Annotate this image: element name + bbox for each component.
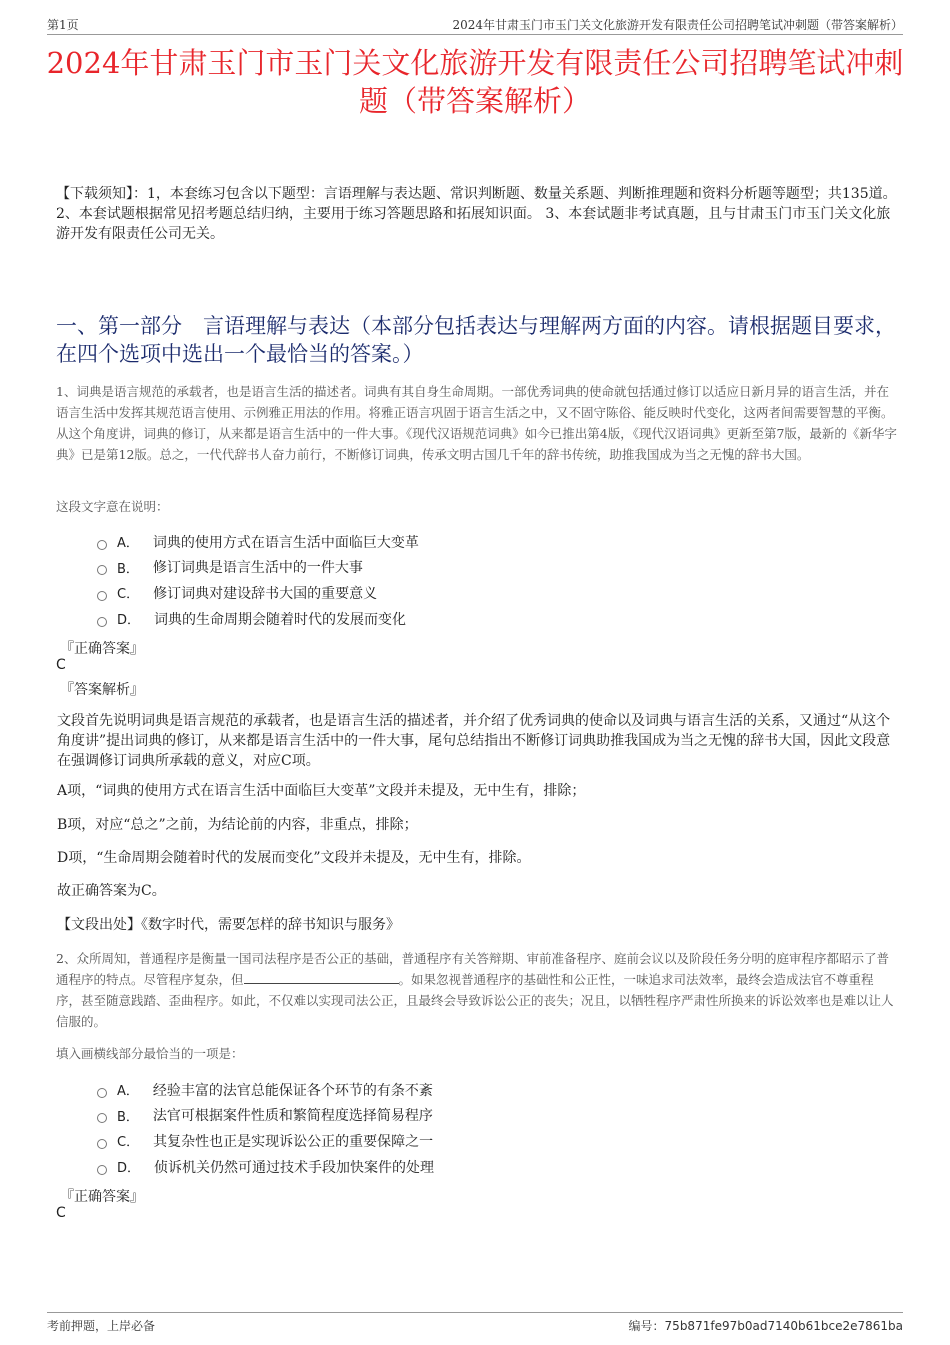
analysis-option-a: A项，“词典的使用方式在语言生活中面临巨大变革”文段并未提及，无中生有，排除； bbox=[57, 783, 586, 799]
page-number: 第1页 bbox=[47, 18, 79, 32]
question-1-prompt: 这段文字意在说明： bbox=[56, 499, 169, 514]
question-1-text: 1、词典是语言规范的承载者，也是语言生活的描述者。词典有其自身生命周期。一部优秀词典的使命就包括通过修订以适应日新月异的语言生活，并在语言生活中发挥其规范语言使用、示例雅正用法的作用。将雅正语言巩固于语言生活之中，又不固守陈俗、能反映时代变化，这两者间需要智慧的平衡。从这个角度讲，词典的修订，从来都是语言生活中的一件大事。《现代汉语规范词典》如今已推出第4版，《现代汉语词典》更新至第7版，最新的《新华字典》已是第12版。总之，一代代辞书人奋力前行，不断修订词典，传承文明古国几千年的辞书传统，助推我国成为当之无愧的辞书大国。 bbox=[56, 384, 897, 462]
question-2-prompt: 填入画横线部分最恰当的一项是： bbox=[56, 1046, 244, 1061]
option-d[interactable]: D． 词典的生命周期会随着时代的发展而变化 bbox=[97, 606, 419, 632]
option-b[interactable]: B． 法官可根据案件性质和繁简程度选择简易程序 bbox=[97, 1103, 434, 1129]
radio-icon[interactable] bbox=[97, 1165, 107, 1175]
fill-blank bbox=[244, 971, 399, 984]
page-footer bbox=[47, 1312, 903, 1333]
header-title: 2024年甘肃玉门市玉门关文化旅游开发有限责任公司招聘笔试冲刺题（带答案解析） bbox=[452, 18, 903, 32]
analysis-paragraph: 文段首先说明词典是语言规范的承载者，也是语言生活的描述者，并介绍了优秀词典的使命以及词典与语言生活的关系，又通过“从这个角度讲”提出词典的修订，从来都是语言生活中的一件大事，尾句总结指出不断修订词典助推我国成为当之无愧的辞书大国，因此文段意在强调修订词典所承载的意义，对应C项。 bbox=[57, 713, 891, 769]
section-title: 一、第一部分 言语理解与表达（本部分包括表达与理解两方面的内容。请根据题目要求，在四个选项中选出一个最恰当的答案。） bbox=[56, 314, 896, 366]
option-c[interactable]: C． 修订词典对建设辞书大国的重要意义 bbox=[97, 580, 419, 606]
option-d[interactable]: D． 侦诉机关仍然可通过技术手段加快案件的处理 bbox=[97, 1154, 434, 1180]
analysis-option-b: B项，对应“总之”之前，为结论前的内容，非重点，排除； bbox=[57, 817, 418, 833]
radio-icon[interactable] bbox=[97, 540, 107, 550]
radio-icon[interactable] bbox=[97, 1113, 107, 1123]
radio-icon[interactable] bbox=[97, 591, 107, 601]
option-b[interactable]: B． 修订词典是语言生活中的一件大事 bbox=[97, 555, 419, 581]
radio-icon[interactable] bbox=[97, 617, 107, 627]
option-c[interactable]: C． 其复杂性也正是实现诉讼公正的重要保障之一 bbox=[97, 1128, 434, 1154]
radio-icon[interactable] bbox=[97, 565, 107, 575]
source-citation: 【文段出处】《数字时代，需要怎样的辞书知识与服务》 bbox=[57, 917, 400, 933]
option-a[interactable]: A． 经验丰富的法官总能保证各个环节的有条不紊 bbox=[97, 1077, 434, 1103]
answer-value: C bbox=[56, 657, 66, 673]
page-header bbox=[47, 14, 903, 35]
question-2-text: 2、众所周知，普通程序是衡量一国司法程序是否公正的基础，普通程序有关答辩期、审前准备程序、庭前会议以及阶段任务分明的庭审程序都昭示了普通程序的特点。尽管程序复杂，但 。如果忽视普通程序的基础性和公正性，一味追求司法效率，最终会造成法官不尊重程序，甚至随意践踏、歪曲程序。如此，不仅难以实现司法公正，且最终会导致诉讼公正的丧失；况且，以牺牲程序严肃性所换来的诉讼效率也是难以让人信服的。 bbox=[56, 951, 894, 1029]
answer-label: 『正确答案』 bbox=[60, 1189, 144, 1205]
answer-value: C bbox=[56, 1205, 66, 1221]
answer-label: 『正确答案』 bbox=[60, 641, 144, 657]
question-2-options bbox=[97, 1077, 434, 1179]
footer-slogan: 考前押题，上岸必备 bbox=[47, 1319, 156, 1333]
download-notice: 【下载须知】：1，本套练习包含以下题型：言语理解与表达题、常识判断题、数量关系题、判断推理题和资料分析题等题型；共135道。 2、本套试题根据常见招考题总结归纳，主要用于练习答题思路和拓展知识面。 3、本套试题非考试真题，且与甘肃玉门市玉门关文化旅游开发有限责任公司无关。 bbox=[56, 186, 897, 242]
analysis-label: 『答案解析』 bbox=[60, 682, 144, 698]
document-title: 2024年甘肃玉门市玉门关文化旅游开发有限责任公司招聘笔试冲刺题（带答案解析） bbox=[46, 46, 904, 118]
analysis-option-d: D项，“生命周期会随着时代的发展而变化”文段并未提及，无中生有，排除。 bbox=[57, 850, 531, 866]
radio-icon[interactable] bbox=[97, 1139, 107, 1149]
footer-code: 编号：75b871fe97b0ad7140b61bce2e7861ba bbox=[628, 1319, 903, 1333]
question-1-options bbox=[97, 529, 419, 631]
option-a[interactable]: A． 词典的使用方式在语言生活中面临巨大变革 bbox=[97, 529, 419, 555]
radio-icon[interactable] bbox=[97, 1088, 107, 1098]
analysis-conclusion: 故正确答案为C。 bbox=[57, 883, 166, 899]
